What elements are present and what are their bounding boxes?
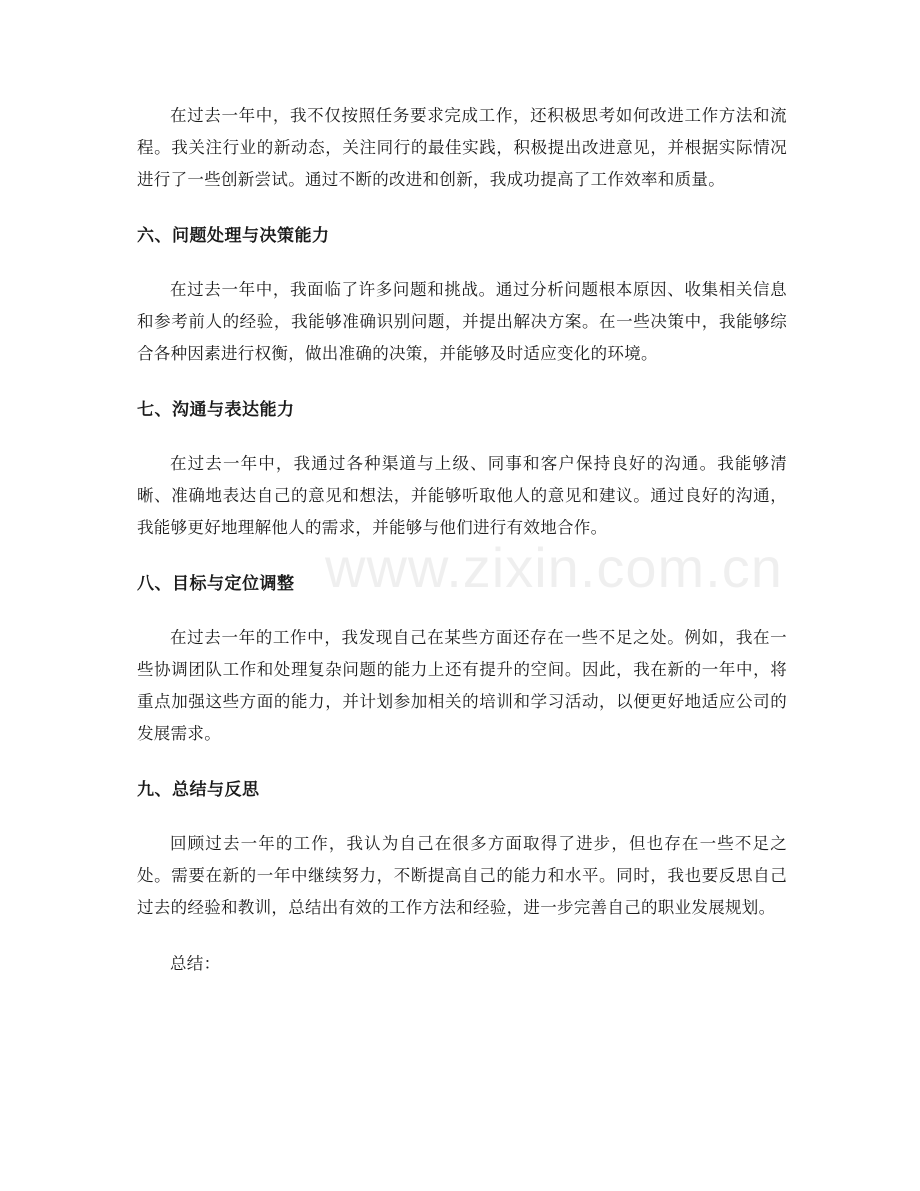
spacer xyxy=(137,252,787,274)
spacer xyxy=(137,370,787,394)
section-paragraph-9: 回顾过去一年的工作，我认为自己在很多方面取得了进步，但也存在一些不足之处。需要在新的一年中继续努力，不断提高自己的能力和水平。同时，我也要反思自己过去的经验和教训，总结出有效的工作方法和经验，进一步完善自己的职业发展规划。 xyxy=(137,834,787,917)
closing-label: 总结： xyxy=(170,954,221,973)
section-paragraph-7: 在过去一年中，我通过各种渠道与上级、同事和客户保持良好的沟通。我能够清晰、准确地表达自己的意见和想法，并能够听取他人的意见和建议。通过良好的沟通，我能够更好地理解他人的需求，并能够与他们进行有效地合作。 xyxy=(137,454,787,537)
spacer xyxy=(137,600,787,622)
section-heading-8: 八、目标与定位调整 xyxy=(137,574,295,594)
section-paragraph-8: 在过去一年的工作中，我发现自己在某些方面还存在一些不足之处。例如，我在一些协调团队工作和处理复杂问题的能力上还有提升的空间。因此，我在新的一年中，将重点加强这些方面的能力，并计划参加相关的培训和学习活动，以便更好地适应公司的发展需求。 xyxy=(137,628,787,743)
intro-paragraph: 在过去一年中，我不仅按照任务要求完成工作，还积极思考如何改进工作方法和流程。我关注行业的新动态，关注同行的最佳实践，积极提出改进意见，并根据实际情况进行了一些创新尝试。通过不断的改进和创新，我成功提高了工作效率和质量。 xyxy=(137,106,787,189)
watermark-text: www.zixin.com.cn xyxy=(325,536,783,599)
spacer xyxy=(137,806,787,828)
section-heading-7: 七、沟通与表达能力 xyxy=(137,400,295,420)
section-heading-9: 九、总结与反思 xyxy=(137,780,260,800)
spacer xyxy=(137,196,787,220)
spacer xyxy=(137,750,787,774)
spacer xyxy=(137,426,787,448)
section-heading-6: 六、问题处理与决策能力 xyxy=(137,226,330,246)
spacer xyxy=(137,924,787,948)
section-paragraph-6: 在过去一年中，我面临了许多问题和挑战。通过分析问题根本原因、收集相关信息和参考前人的经验，我能够准确识别问题，并提出解决方案。在一些决策中，我能够综合各种因素进行权衡，做出准确的决策，并能够及时适应变化的环境。 xyxy=(137,280,787,363)
